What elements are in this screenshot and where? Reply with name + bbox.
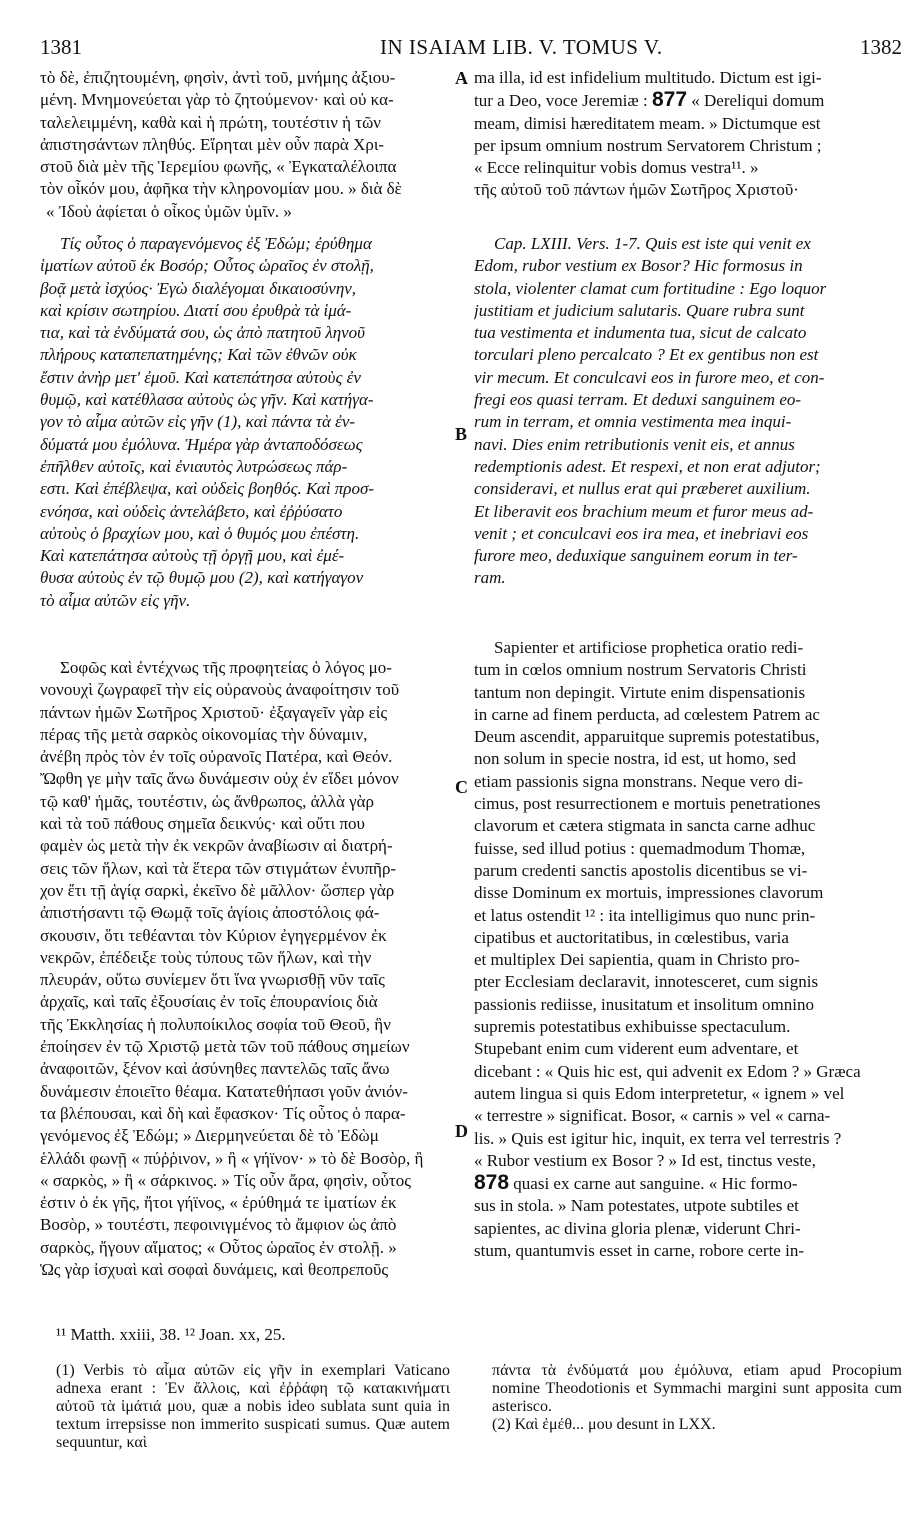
text-line: venit ; et conculcavi eos ira mea, et inebriavi eos xyxy=(474,523,809,543)
text-line: ἀπιστήσαντι τῷ Θωμᾷ τοῖς ἁγίοις ἀποστόλοις φά- xyxy=(40,903,380,923)
page-number-right: 1382 xyxy=(860,35,902,59)
column-number: 878 xyxy=(474,1172,510,1195)
text-line: fuisse, sed illud potius : quemadmodum Thomæ, xyxy=(474,838,806,858)
text-line: ἱματίων αὐτοῦ ἐκ Βοσόρ; Οὗτος ὡραῖος ἐν στολῇ, xyxy=(40,256,374,276)
text-line: tum in cœlos omnium nostrum Servatoris Christi xyxy=(474,660,807,680)
section-marker-d: D xyxy=(455,1121,468,1141)
text-line: ἑλλάδι φωνῇ « πύῤῥινον, » ἢ « γήϊνον· » τὸ δὲ Βοσὸρ, ἢ xyxy=(40,1148,424,1168)
text-line: cipatibus et auctoritatibus, in cœlestibus, varia xyxy=(474,927,789,947)
text-line: sapientes, ac divina gloria plenæ, viderunt Chri- xyxy=(474,1218,801,1238)
text-line: lis. » Quis est igitur hic, inquit, ex terra vel terrestris ? xyxy=(474,1128,842,1148)
text-line: Βοσὸρ, » τουτέστι, πεφοινιγμένος τὸ ἄμφιον ὡς ἀπὸ xyxy=(40,1215,397,1235)
text-line: Τίς οὗτος ὁ παραγενόμενος ἐξ Ἐδώμ; ἐρύθημα xyxy=(60,234,372,253)
text-line: σεις τῶν ἥλων, καὶ τὰ ἕτερα τῶν στιγμάτων ἐνυπῆρ- xyxy=(40,858,397,878)
text-line: « Ecce relinquitur vobis domus vestra¹¹. » xyxy=(474,158,759,178)
text-line: per ipsum omnium nostrum Servatorem Christum ; xyxy=(474,135,822,155)
text-line: Sapienter et artificiose prophetica oratio redi- xyxy=(494,638,804,657)
text-line: meam, dimisi hæreditatem meam. » Dictumque est xyxy=(474,113,821,133)
text-line: εστι. Καὶ ἐπέβλεψα, καὶ οὐδεὶς βοηθός. Καὶ προσ- xyxy=(40,479,375,499)
text-line: χον ἔτι τῇ ἁγίᾳ σαρκὶ, ἐκεῖνο δὲ μᾶλλον· ὥσπερ γὰρ xyxy=(40,880,395,900)
text-line: τῆς Ἐκκλησίας ἡ πολυποίκιλος σοφία τοῦ Θεοῦ, ἣν xyxy=(40,1014,391,1034)
latin-block-1 xyxy=(474,67,914,202)
text-line: πλευράν, οὕτω συνίεμεν ὅτι ἵνα γνωρισθῇ νῦν ταῖς xyxy=(40,970,385,990)
text-line: dicebant : « Quis hic est, qui advenit ex Edom ? » Græca xyxy=(474,1061,861,1081)
text-line: ἐπῆλθεν αὐτοῖς, καὶ ἐνιαυτὸς λυτρώσεως πάρ- xyxy=(40,456,348,476)
text-line: καὶ τὰ τοῦ πάθους σημεῖα δεικνύς· καὶ οὔτι που xyxy=(40,814,365,834)
text-line: consideravi, et nullus erat qui præberet auxilium. xyxy=(474,479,811,499)
text-line: Ὤφθη γε μὴν ταῖς ἄνω δυνάμεσιν οὐχ ἐν εἴδει μόνον xyxy=(40,769,399,789)
running-title: IN ISAIAM LIB. V. TOMUS V. xyxy=(380,35,663,59)
text-line: in carne ad finem perducta, ad cœlestem Patrem ac xyxy=(474,704,820,724)
text-line: sus in stola. » Nam potestates, utpote subtiles et xyxy=(474,1196,799,1216)
text-line: Σοφῶς καὶ ἐντέχνως τῆς προφητείας ὁ λόγος μο- xyxy=(60,658,392,677)
text-line: ma illa, id est infidelium multitudo. Dictum est igi- xyxy=(474,68,822,87)
editorial-note-left xyxy=(56,1362,450,1452)
text-line: πέρας τῆς μετὰ σαρκὸς οἰκονομίας τὴν δύναμιν, xyxy=(40,724,368,744)
text-line: pter Ecclesiam declaravit, innotesceret, cum signis xyxy=(474,972,819,992)
text-line: ἀρχαῖς, καὶ ταῖς ἐξουσίαις ἐν τοῖς ἐπουρανίοις διὰ xyxy=(40,992,378,1012)
text-line: φαμὲν ὡς μετὰ τὴν ἐκ νεκρῶν ἀναβίωσιν αἱ διατρή- xyxy=(40,836,393,856)
text-line: γενόμενος ἐξ Ἐδώμ; » Διερμηνεύεται δὲ τὸ Ἐδὼμ xyxy=(40,1126,379,1146)
text-line: μένη. Μνημονεύεται γὰρ τὸ ζητούμενον· καὶ οὐ κα- xyxy=(40,90,394,110)
text-line: πλήρους καταπεπατημένης; Καὶ τῶν ἐθνῶν οὐκ xyxy=(40,345,357,365)
text-line: non solum in specie nostra, id est, ut homo, sed xyxy=(474,749,797,769)
editorial-note-right xyxy=(492,1362,902,1434)
section-marker-a: A xyxy=(455,68,468,88)
greek-block-1 xyxy=(40,67,450,223)
text-line: ἀπιστησάντων πληθύς. Εἴρηται μὲν οὖν παρὰ Χρι- xyxy=(40,134,385,154)
text-line: Edom, rubor vestium ex Bosor? Hic formosus in xyxy=(474,256,803,276)
text-line: rum in terram, et omnia vestimenta mea inqui- xyxy=(474,412,792,432)
text-line: « Rubor vestium ex Bosor ? » Id est, tinctus veste, xyxy=(474,1150,816,1170)
text-line: ταλελειμμένη, καθὰ καὶ ἡ πρώτη, τουτέστιν ἡ τῶν xyxy=(40,112,381,132)
text-line: Cap. LXIII. Vers. 1-7. Quis est iste qui venit ex xyxy=(494,234,811,253)
section-marker-b: B xyxy=(455,424,468,444)
text-line: stola, violenter clamat cum fortitudine : Ego loquor xyxy=(474,278,827,298)
text-line: et latus ostendit ¹² : ita intelligimus quo nunc prin- xyxy=(474,905,816,925)
text-line: clavorum et cætera stigmata in sancta carne adhuc xyxy=(474,816,816,836)
text-line: « terrestre » significat. Bosor, « carnis » vel « carna- xyxy=(474,1106,831,1126)
text-line: ἀναφοιτῶν, ξένον καὶ ἀσύνηθες παντελῶς ταῖς ἄνω xyxy=(40,1059,390,1079)
text-line: autem lingua si quis Edom interpretetur, « ignem » vel xyxy=(474,1083,845,1103)
text-line: tur a Deo, voce Jeremiæ : 877 « Dereliqui domum xyxy=(474,89,825,112)
text-line: δύματά μου ἐμόλυνα. Ἡμέρα γὰρ ἀνταποδόσεως xyxy=(40,434,363,454)
text-line: Stupebant enim cum viderent eum adventare, et xyxy=(474,1039,799,1059)
section-marker-c: C xyxy=(455,777,468,797)
page-number-left: 1381 xyxy=(40,35,82,59)
text-line: fregi eos quasi terram. Et deduxi sanguinem eo- xyxy=(474,390,802,410)
text-line: 878 quasi ex carne aut sanguine. « Hic formo- xyxy=(474,1172,798,1195)
text-line: torculari pleno percalcato ? Et ex gentibus non est xyxy=(474,345,819,365)
text-line: tantum non depingit. Virtute enim dispensationis xyxy=(474,682,806,702)
running-header xyxy=(40,35,902,65)
text-line: πάντων ἡμῶν Σωτῆρος Χριστοῦ· ἐξαγαγεῖν γὰρ εἰς xyxy=(40,702,388,722)
text-line: « σαρκὸς, » ἢ « σάρκινος. » Τίς οὖν ἄρα, φησὶν, οὗτος xyxy=(40,1170,411,1190)
text-line: cimus, post resurrectionem e mortuis penetrationes xyxy=(474,794,821,814)
text-line: βοᾷ μετὰ ἰσχύος· Ἐγὼ διαλέγομαι δικαιοσύνην, xyxy=(40,278,357,298)
text-line: τα βλέπουσαι, καὶ δὴ καὶ ἔφασκον· Τίς οὗτος ὁ παρα- xyxy=(40,1103,406,1123)
greek-verse-block xyxy=(40,233,450,612)
text-line: furore meo, deduxique sanguinem eorum in ter- xyxy=(474,546,798,566)
text-line: θυμῷ, καὶ κατέθλασα αὐτοὺς ὡς γῆν. Καὶ κατήγα- xyxy=(40,390,374,410)
text-line: τῷ καθ' ἡμᾶς, τουτέστιν, ὡς ἄνθρωπος, ἀλλὰ γὰρ xyxy=(40,791,375,811)
latin-verse-block xyxy=(474,233,914,590)
text-line: αὐτοὺς ὁ βραχίων μου, καὶ ὁ θυμός μου ἐπέστη. xyxy=(40,523,360,543)
text-line: justitiam et judicium salutaris. Quare rubra sunt xyxy=(474,300,805,320)
text-line: Ὡς γὰρ ἰσχυαὶ καὶ σοφαὶ δυνάμεις, καὶ θεοπρεποῦς xyxy=(40,1260,389,1280)
text-line: parum credenti sanctis apostolis dicentibus se vi- xyxy=(474,860,808,880)
note-2: (2) Καὶ ἐμέθ... μου desunt in LXX. xyxy=(492,1416,716,1433)
latin-commentary-block xyxy=(474,637,914,1262)
text-line: καὶ κρίσιν σωτηρίου. Διατί σου ἐρυθρὰ τὰ ἱμά- xyxy=(40,300,352,320)
text-line: tua vestimenta et indumenta tua, sicut de calcato xyxy=(474,323,807,343)
text-line: « Ἰδοὺ ἀφίεται ὁ οἶκος ὑμῶν ὑμῖν. » xyxy=(46,201,292,221)
text-line: ram. xyxy=(474,568,506,588)
text-line: et multiplex Dei sapientia, quam in Christo pro- xyxy=(474,950,800,970)
text-line: supremis potestatibus exhibuisse spectaculum. xyxy=(474,1017,791,1037)
text-line: ἀνέβη πρὸς τὸν ἐν τοῖς οὐρανοῖς Πατέρα, καὶ Θεόν. xyxy=(40,747,393,767)
text-line: stum, quantumvis esset in carne, robore certe in- xyxy=(474,1241,804,1261)
text-line: ενόησα, καὶ οὐδεὶς ἀντελάβετο, καὶ ἐῤῥύσατο xyxy=(40,501,343,521)
text-line: στοῦ διὰ μὲν τῆς Ἱερεμίου φωνῆς, « Ἐγκαταλέλοιπα xyxy=(40,157,397,177)
text-line: ἔστιν ἀνὴρ μετ' ἐμοῦ. Καὶ κατεπάτησα αὐτοὺς ἐν xyxy=(40,367,361,387)
footnote-references: ¹¹ Matth. xxiii, 38. ¹² Joan. xx, 25. xyxy=(56,1325,286,1344)
greek-commentary-block xyxy=(40,657,450,1281)
text-line: Καὶ κατεπάτησα αὐτοὺς τῇ ὀργῇ μου, καὶ ἐμέ- xyxy=(40,546,345,566)
note-1-continued: πάντα τὰ ἐνδύματά μου ἐμόλυνα, etiam apud Procopium nomine Theodotionis et Symmachi margini sunt apposita cum asterisco. xyxy=(492,1362,902,1415)
text-line: σαρκὸς, ἤγουν αἵματος; « Οὗτος ὡραῖος ἐν στολῇ. » xyxy=(40,1237,397,1257)
text-line: δυνάμεσιν ἐποιεῖτο θέαμα. Κατατεθήπασι γοῦν ἀνιόν- xyxy=(40,1081,408,1101)
text-line: redemptionis adest. Et respexi, et non erat adjutor; xyxy=(474,456,821,476)
text-line: νονουχὶ ζωγραφεῖ τὴν εἰς οὐρανοὺς ἀναφοίτησιν τοῦ xyxy=(40,680,400,700)
text-line: τὸ δὲ, ἐπιζητουμένη, φησὶν, ἀντὶ τοῦ, μνήμης ἀξιου- xyxy=(40,68,396,87)
text-line: ἐστιν ὁ ἐκ γῆς, ἤτοι γήϊνος, « ἐρύθημά τε ἱματίων ἐκ xyxy=(40,1193,397,1213)
column-number: 877 xyxy=(651,89,688,112)
text-line: νεκρῶν, ἐπέδειξε τοὺς τύπους τῶν ἥλων, καὶ τὴν xyxy=(40,947,372,967)
text-line: σκουσιν, ὅτι τεθέανται τὸν Κύριον ἐγηγερμένον ἐκ xyxy=(40,925,387,945)
text-line: γον τὸ αἷμα αὐτῶν εἰς γῆν (1), καὶ πάντα τὰ ἐν- xyxy=(40,412,356,432)
text-line: Et liberavit eos brachium meum et furor meus ad- xyxy=(474,501,814,521)
text-line: τὸ αἷμα αὐτῶν εἰς γῆν. xyxy=(40,590,191,610)
text-line: etiam passionis signa monstrans. Neque vero di- xyxy=(474,771,804,791)
text-line: Deum ascendit, apparuitque supremis potestatibus, xyxy=(474,727,820,747)
text-line: θυσα αὐτοὺς ἐν τῷ θυμῷ μου (2), καὶ κατήγαγον xyxy=(40,568,364,588)
text-line: vir mecum. Et conculcavi eos in furore meo, et con- xyxy=(474,367,825,387)
text-line: passionis rediisse, inusitatum et insolitum omnino xyxy=(474,994,814,1014)
text-line: ἐποίησεν ἐν τῷ Χριστῷ μετὰ τῶν τοῦ πάθους σημείων xyxy=(40,1037,410,1057)
text-line: τὸν οἶκόν μου, ἀφῆκα τὴν κληρονομίαν μου. » διὰ δὲ xyxy=(40,179,402,199)
text-line: navi. Dies enim retributionis venit eis, et annus xyxy=(474,434,795,454)
text-line: τῆς αὐτοῦ τοῦ πάντων ἡμῶν Σωτῆρος Χριστοῦ· xyxy=(474,180,799,200)
note-1: (1) Verbis τὸ αἷμα αὐτῶν εἰς γῆν in exemplari Vaticano adnexa erant : Ἐν ἄλλοις, καὶ ἐῤῥάφη τῷ κατακινήματι αὐτοῦ τὰ ἱμάτιά μου, quæ a nobis ideo sublata sunt quia in textum irrepsisse non immerito suspicati sumus. Quæ autem sequuntur, καὶ xyxy=(56,1362,450,1451)
text-line: τια, καὶ τὰ ἐνδύματά σου, ὡς ἀπὸ πατητοῦ ληνοῦ xyxy=(40,323,365,343)
text-line: disse Dominum ex mortuis, impressiones clavorum xyxy=(474,883,824,903)
